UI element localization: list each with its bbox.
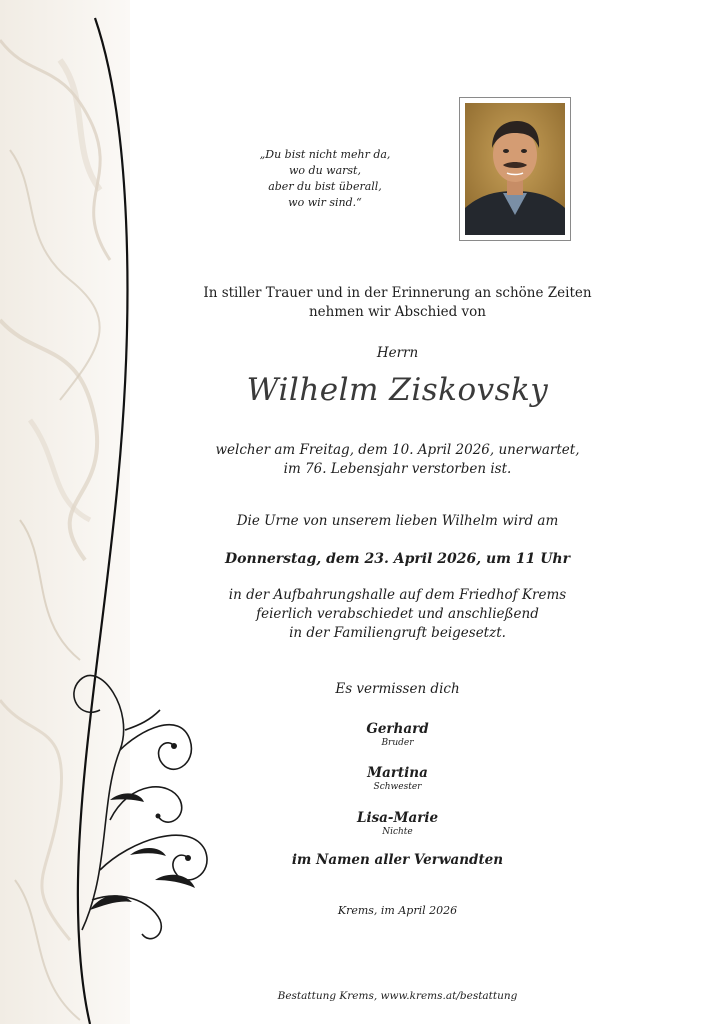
intro-text: In stiller Trauer und in der Erinnerung an schöne Zeiten nehmen wir Abschied von [203,285,592,320]
mourner-relation: Schwester [373,782,422,792]
portrait-frame [459,97,571,241]
place-date: Krems, im April 2026 [337,904,458,917]
mourner-entry [170,765,625,792]
mourner-name: Martina [367,765,428,781]
ceremony-text: in der Aufbahrungshalle auf dem Friedhof Krems feierlich verabschiedet und anschließend in der Familiengruft beigesetzt. [228,587,567,641]
mourner-name: Lisa-Marie [356,810,439,826]
mourner-entry [170,721,625,748]
mourner-relation: Nichte [382,827,413,837]
ceremony-date: Donnerstag, dem 23. April 2026, um 11 Uhr [225,551,570,567]
mourner-entry [170,810,625,837]
mourner-relation: Bruder [381,738,414,748]
deceased-name: Wilhelm Ziskovsky [246,372,549,408]
urn-intro: Die Urne von unserem lieben Wilhelm wird am [236,513,559,529]
honorific: Herrn [376,345,419,361]
missed-heading: Es vermissen dich [335,681,460,697]
mourner-name: Gerhard [366,721,429,737]
memorial-quote: „Du bist nicht mehr da, wo du warst, aber du bist überall, wo wir sind.“ [259,148,391,209]
portrait-photo [465,103,565,235]
death-text: welcher am Freitag, dem 10. April 2026, unerwartet, im 76. Lebensjahr verstorben ist. [215,442,580,477]
family-line: im Namen aller Verwandten [291,852,504,868]
footer-funeral-home: Bestattung Krems, www.krems.at/bestattung [277,990,518,1002]
